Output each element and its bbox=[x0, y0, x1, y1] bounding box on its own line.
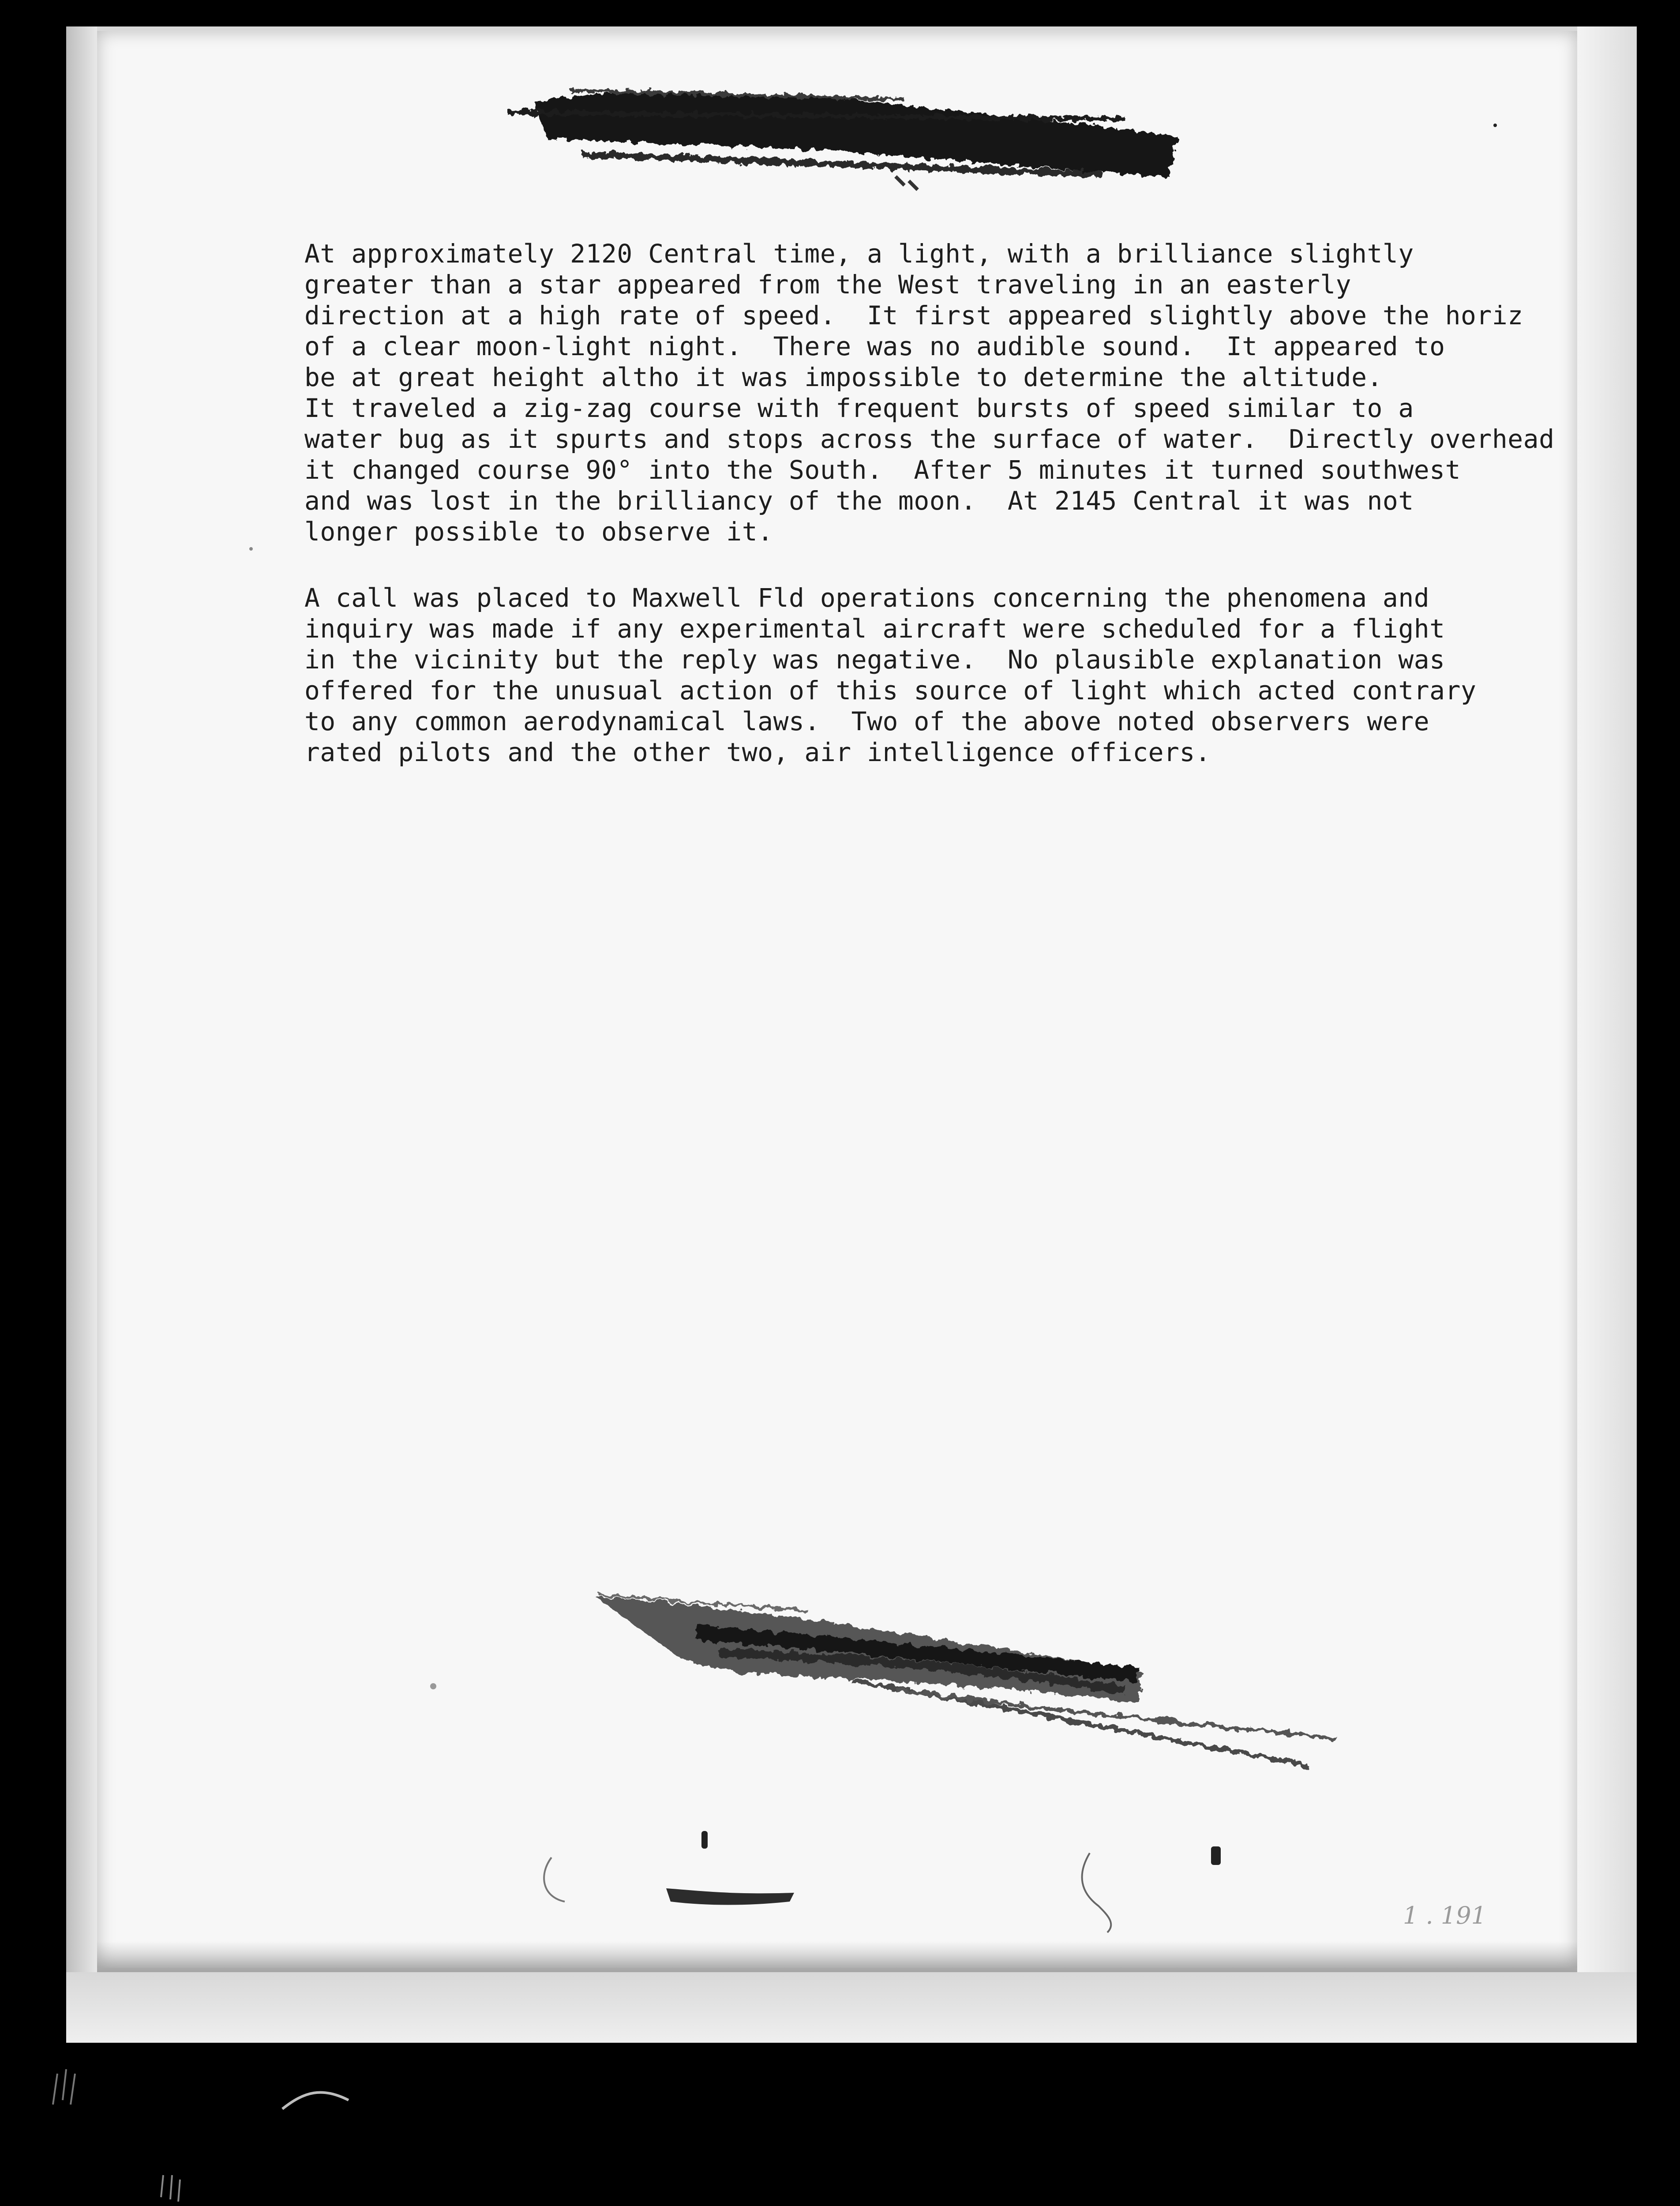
top-redaction-mark bbox=[507, 53, 1196, 194]
document-body bbox=[304, 238, 1555, 768]
scan-left-edge bbox=[66, 26, 97, 2043]
text-line: greater than a star appeared from the West traveling in an easterly bbox=[304, 270, 1352, 300]
sheet-bottom-shadow bbox=[97, 1941, 1577, 1972]
scan-speck bbox=[701, 1831, 708, 1849]
text-line: and was lost in the brilliancy of the moon. At 2145 Central it was not bbox=[304, 486, 1414, 516]
text-line: A call was placed to Maxwell Fld operations concerning the phenomena and bbox=[304, 583, 1430, 613]
scan-speck bbox=[249, 547, 253, 551]
text-line: rated pilots and the other two, air intelligence officers. bbox=[304, 737, 1211, 767]
text-line: longer possible to observe it. bbox=[304, 517, 773, 547]
lower-margin-scribbles bbox=[40, 2047, 437, 2206]
text-line: to any common aerodynamical laws. Two of the above noted observers were bbox=[304, 706, 1430, 736]
text-line: At approximately 2120 Central time, a light, with a brilliance slightly bbox=[304, 239, 1414, 269]
bottom-redaction-mark bbox=[587, 1579, 1381, 1791]
text-line: inquiry was made if any experimental aircraft were scheduled for a flight bbox=[304, 614, 1445, 644]
text-line: of a clear moon-light night. There was no audible sound. It appeared to bbox=[304, 331, 1445, 361]
text-line: be at great height altho it was impossible to determine the altitude. bbox=[304, 362, 1383, 392]
margin-note: 1 . 191 bbox=[1403, 1902, 1486, 1929]
text-line: water bug as it spurts and stops across the surface of water. Directly overhead bbox=[304, 424, 1555, 454]
pencil-marks bbox=[538, 1849, 1156, 1937]
text-line: in the vicinity but the reply was negative. No plausible explanation was bbox=[304, 645, 1445, 675]
text-line: direction at a high rate of speed. It first appeared slightly above the horiz bbox=[304, 300, 1523, 330]
paragraph-gap bbox=[304, 547, 1522, 582]
text-line: offered for the unusual action of this source of light which acted contrary bbox=[304, 675, 1477, 705]
text-line: it changed course 90° into the South. After 5 minutes it turned southwest bbox=[304, 455, 1461, 485]
scan-right-edge bbox=[1577, 26, 1637, 2043]
text-line: It traveled a zig-zag course with frequent bursts of speed similar to a bbox=[304, 393, 1414, 423]
scan-speck bbox=[430, 1683, 436, 1689]
scan-speck bbox=[1211, 1846, 1221, 1865]
scan-lower-margin bbox=[66, 1972, 1637, 2043]
scan-speck bbox=[1493, 124, 1497, 127]
